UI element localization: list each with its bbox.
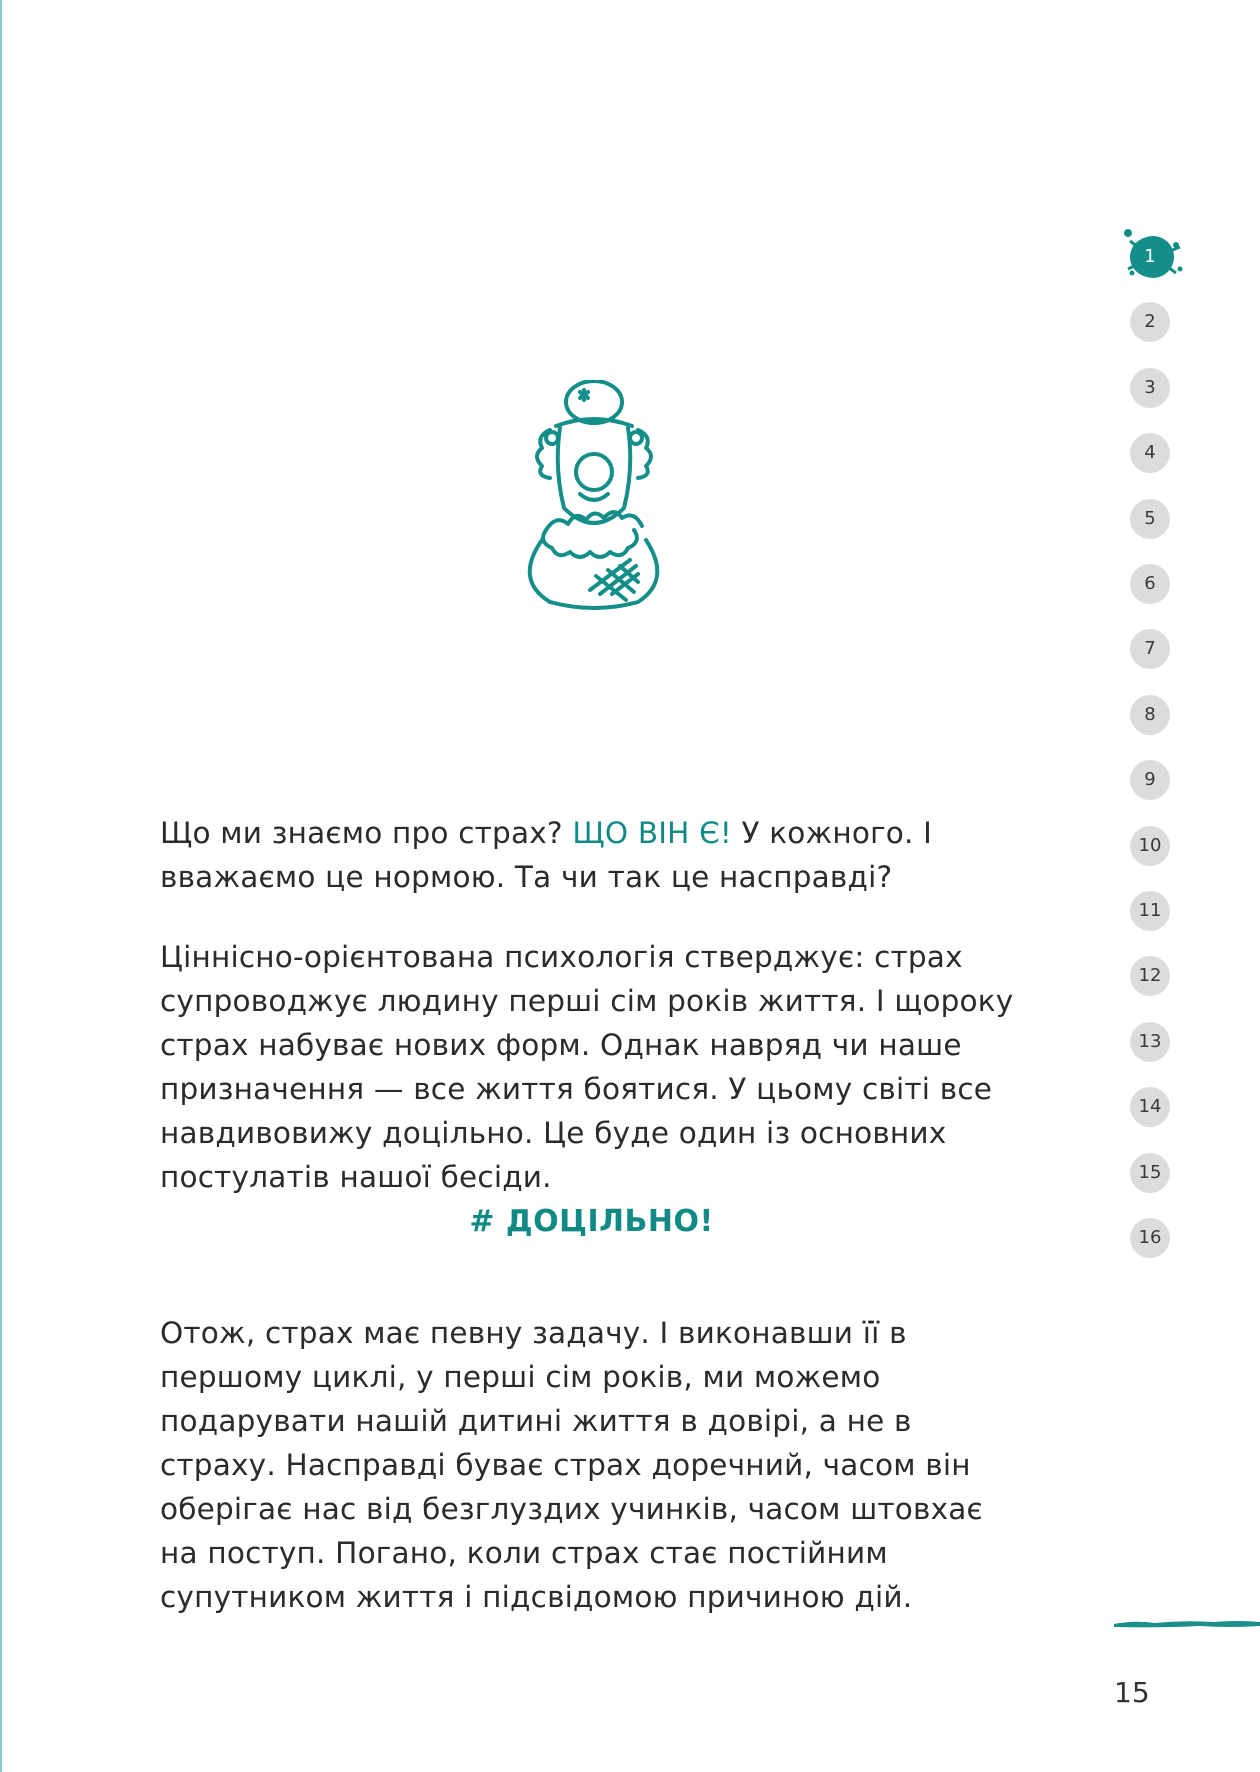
chapter-dot-8[interactable]: 8: [1130, 695, 1170, 735]
chapter-dot-14[interactable]: 14: [1130, 1087, 1170, 1127]
brush-stroke-decoration: [1114, 1618, 1260, 1628]
chapter-dot-13[interactable]: 13: [1130, 1022, 1170, 1062]
chapter-dot-5[interactable]: 5: [1130, 499, 1170, 539]
intro-paragraph-end: У кожного. І вважаємо це нормою. Та чи так це насправді?: [160, 815, 933, 894]
intro-paragraph-accent: ЩО ВІН Є!: [572, 815, 732, 850]
chapter-dot-10[interactable]: 10: [1130, 826, 1170, 866]
intro-paragraph-start: Що ми знаємо про страх?: [160, 815, 573, 850]
psychology-paragraph: Ціннісно-орієнтована психологія стверджує: страх супроводжує людину перші сім років життя. І щороку страх набуває нових форм. Однак навряд чи наше призначення — все життя боятися. У цьому світі все навдивовижу доцільно. Це буде один із основних постулатів нашої бесіди.: [160, 939, 1014, 1194]
chapter-dot-3[interactable]: 3: [1130, 368, 1170, 408]
intro-paragraph: [160, 811, 1023, 899]
chapter-dot-15[interactable]: 15: [1130, 1153, 1170, 1193]
chapter-dot-11[interactable]: 11: [1130, 891, 1170, 931]
chapter-dot-7[interactable]: 7: [1130, 629, 1170, 669]
chapter-dot-6[interactable]: 6: [1130, 564, 1170, 604]
chapter-dot-9[interactable]: 9: [1130, 760, 1170, 800]
page-edge-rule: [0, 0, 2, 1772]
clown-icon: [520, 380, 670, 610]
section-heading: # ДОЦІЛЬНО!: [469, 1204, 714, 1239]
conclusion-paragraph: Отож, страх має певну задачу. І виконавши її в першому циклі, у перші сім років, ми можемо подарувати нашій дитині життя в довірі, а не в страху. Насправді буває страх доречний, часом він оберігає нас від безглуздих учинків, часом штовхає на поступ. Погано, коли страх стає постійним супутником життя і підсвідомою причиною дій.: [160, 1315, 983, 1614]
page-number: 15: [1114, 1676, 1150, 1709]
chapter-dot-1[interactable]: 1: [1130, 237, 1170, 277]
chapter-dot-4[interactable]: 4: [1130, 433, 1170, 473]
chapter-dot-12[interactable]: 12: [1130, 956, 1170, 996]
chapter-dot-2[interactable]: 2: [1130, 302, 1170, 342]
chapter-dot-16[interactable]: 16: [1130, 1218, 1170, 1258]
